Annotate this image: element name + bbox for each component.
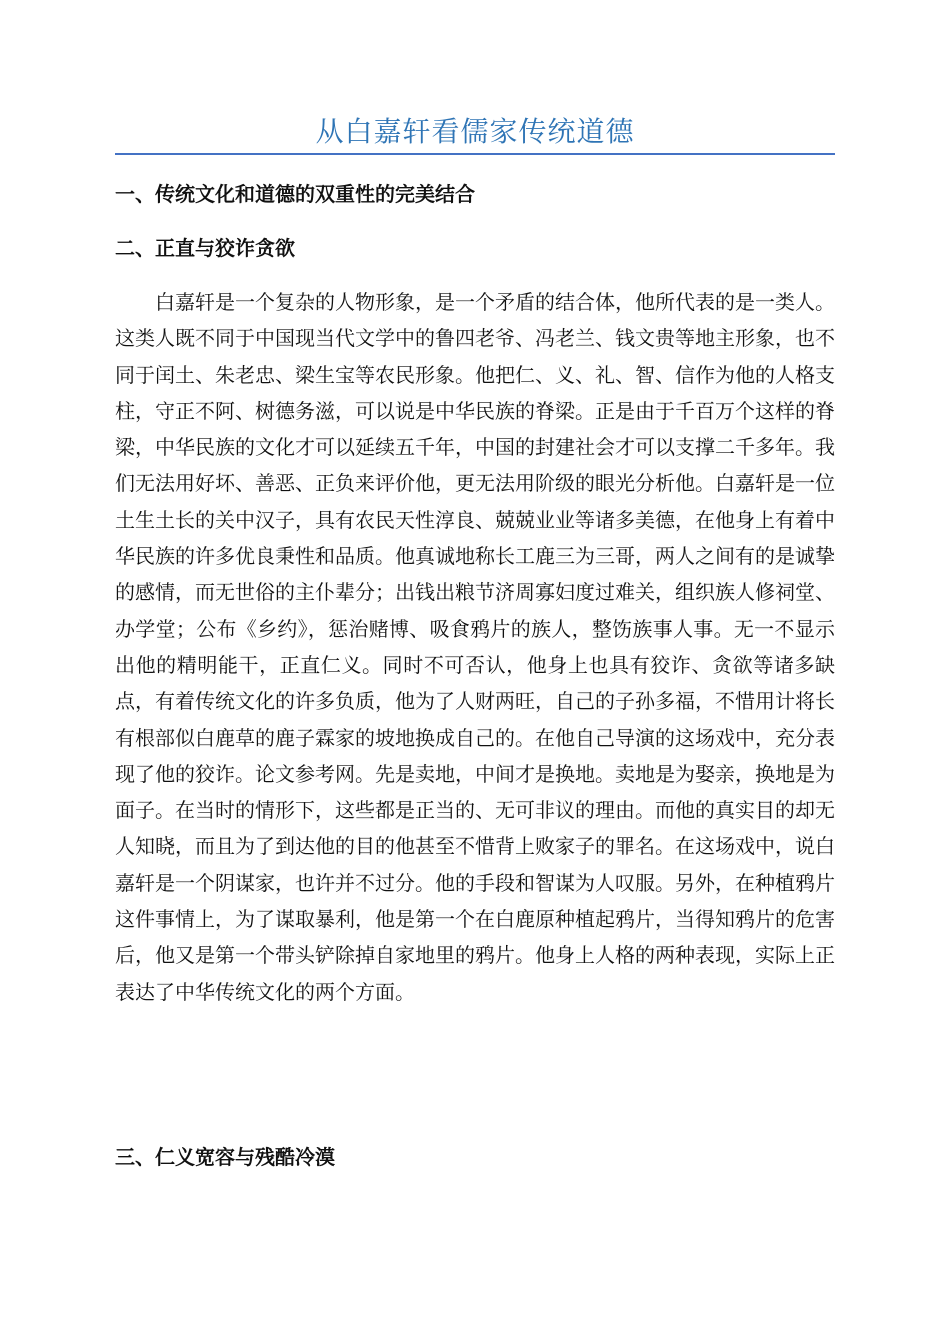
section-3-heading: 三、仁义宽容与残酷冷漠 (115, 1145, 335, 1169)
title-underline (115, 153, 835, 155)
section-2-heading: 二、正直与狡诈贪欲 (115, 236, 295, 260)
document-title: 从白嘉轩看儒家传统道德 (315, 115, 635, 148)
section-1-heading: 一、传统文化和道德的双重性的完美结合 (115, 182, 475, 206)
section-2-paragraph: 白嘉轩是一个复杂的人物形象，是一个矛盾的结合体，他所代表的是一类人。这类人既不同于中国现当代文学中的鲁四老爷、冯老兰、钱文贵等地主形象，也不同于闰土、朱老忠、梁生宝等农民形象。他把仁、义、礼、智、信作为他的人格支柱，守正不阿、树德务滋，可以说是中华民族的脊梁。正是由于千百万个这样的脊梁，中华民族的文化才可以延续五千年，中国的封建社会才可以支撑二千多年。我们无法用好坏、善恶、正负来评价他，更无法用阶级的眼光分析他。白嘉轩是一位土生土长的关中汉子，具有农民天性淳良、兢兢业业等诸多美德，在他身上有着中华民族的许多优良秉性和品质。他真诚地称长工鹿三为三哥，两人之间有的是诚挚的感情，而无世俗的主仆辈分；出钱出粮节济周寡妇度过难关，组织族人修祠堂、办学堂；公布《乡约》，惩治赌博、吸食鸦片的族人，整饬族事人事。无一不显示出他的精明能干，正直仁义。同时不可否认，他身上也具有狡诈、贪欲等诸多缺点，有着传统文化的许多负质，他为了人财两旺，自己的子孙多福，不惜用计将长有根部似白鹿草的鹿子霖家的坡地换成自己的。在他自己导演的这场戏中，充分表现了他的狡诈。论文参考网。先是卖地，中间才是换地。卖地是为娶亲，换地是为面子。在当时的情形下，这些都是正当的、无可非议的理由。而他的真实目的却无人知晓，而且为了到达他的目的他甚至不惜背上败家子的罪名。在这场戏中，说白嘉轩是一个阴谋家，也许并不过分。他的手段和智谋为人叹服。另外，在种植鸦片这件事情上，为了谋取暴利，他是第一个在白鹿原种植起鸦片，当得知鸦片的危害后，他又是第一个带头铲除掉自家地里的鸦片。他身上人格的两种表现，实际上正表达了中华传统文化的两个方面。 (115, 290, 835, 1004)
